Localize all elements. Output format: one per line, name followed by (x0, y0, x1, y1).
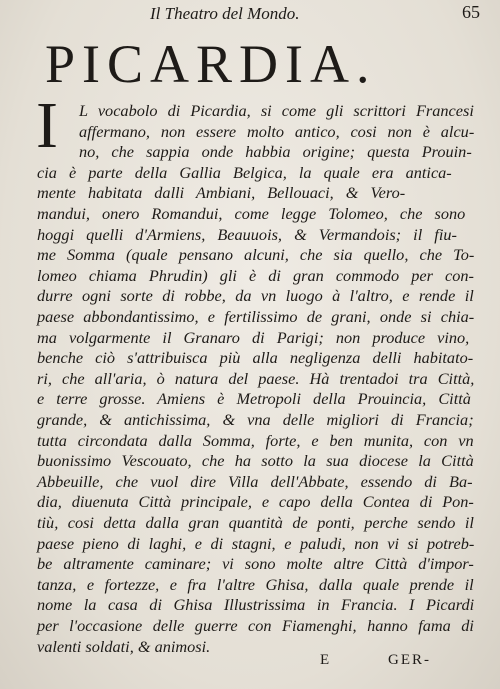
text-line: tutta circondata dalla Somma, forte, e ben munita, con vn (37, 430, 474, 450)
text-line: affermano, non essere molto antico, cosi non è alcu- (79, 121, 475, 141)
text-line: grande, & antichissima, & vna delle migliori di Francia; (37, 410, 474, 429)
text-line: ma volgarmente il Granaro di Parigi; non produce vino, (37, 327, 470, 347)
text-line: tiù, cosi detta dalla gran quantità de ponti, perche sendo il (37, 513, 474, 532)
text-line: Abbeuille, che vuol dire Villa dell'Abbate, essendo di Ba- (37, 471, 473, 491)
signature-mark: E (320, 652, 330, 668)
text-line: no, che sappia onde habbia origine; questa Prouin- (79, 142, 472, 162)
text-line: mente habitata dalli Ambiani, Bellouaci, & Vero- (37, 183, 406, 203)
catchword: GER- (388, 652, 431, 668)
page-number: 65 (462, 2, 480, 22)
chapter-heading: PICARDIA. (45, 34, 377, 94)
text-line: mandui, onero Romandui, come legge Tolomeo, che sono (37, 204, 466, 223)
text-line: me Somma (quale pensano alcuni, che sia quello, che To- (37, 245, 475, 265)
text-line: lomeo chiama Phrudin) gli è di gran commodo per con- (37, 265, 474, 285)
text-line: be altramente caminare; vi sono molte altre Città d'impor- (37, 554, 474, 574)
text-line: nome la casa di Ghisa Illustrissima in Francia. I Picardi (37, 595, 475, 615)
text-line: per l'occasione delle guerre con Fiamenghi, hanno fama di (37, 616, 474, 635)
text-line: paese abbondantissimo, e fertilissimo de grani, onde si chia- (37, 307, 475, 326)
text-line: buonissimo Vescouato, che ha sotto la sua diocese la Città (37, 451, 474, 471)
text-line: e terre grosse. Amiens è Metropoli della Prouincia, Città (37, 389, 471, 409)
text-line: durre ogni sorte di robbe, da vn luogo à l'altro, e rende il (37, 286, 474, 306)
text-line: L vocabolo di Picardia, si come gli scrittori Francesi (79, 101, 474, 120)
text-line: valenti soldati, & animosi. (37, 636, 211, 656)
drop-cap: I (36, 89, 58, 162)
text-line: cia è parte della Gallia Belgica, la quale era antica- (37, 162, 452, 182)
text-line: benche ciò s'attribuisca più alla negligenza delli habitato- (37, 348, 474, 368)
text-line: paese pieno di laghi, e di stagni, e paludi, non vi si potreb- (37, 533, 475, 553)
text-line: hoggi quelli d'Armiens, Beauuois, & Vermandois; il fiu- (37, 224, 457, 244)
text-line: dia, diuenuta Città principale, e capo della Contea di Pon- (37, 492, 474, 512)
text-line: tanza, e fortezze, e fra l'altre Ghisa, dalla quale prende il (37, 574, 474, 594)
text-line: ri, che all'aria, ò natura del paese. Hà trentadoi tra Città, (37, 368, 475, 388)
running-title: Il Theatro del Mondo. (150, 4, 300, 23)
